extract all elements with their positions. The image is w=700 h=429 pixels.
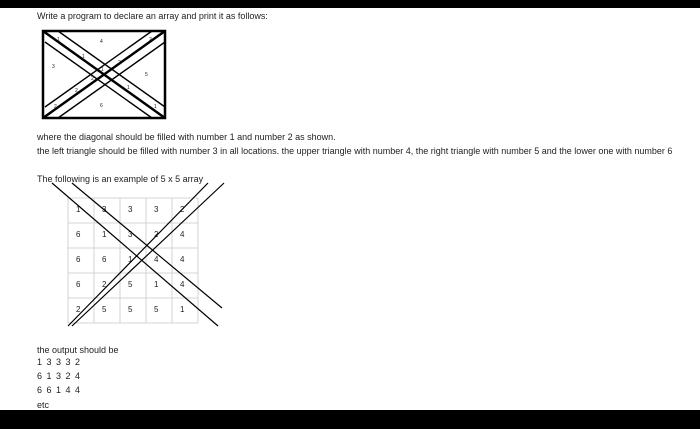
diagonal-one-label: 1 bbox=[57, 37, 60, 43]
grid-cell-value: 5 bbox=[154, 305, 159, 314]
grid-cell-value: 1 bbox=[102, 230, 107, 239]
diagonal-two-label: 2 bbox=[91, 76, 94, 82]
lower-region-label: 6 bbox=[100, 103, 103, 109]
output-line: 1 3 3 3 2 bbox=[37, 357, 82, 367]
grid-cell-value: 3 bbox=[128, 205, 133, 214]
grid-cell-value: 2 bbox=[180, 205, 185, 214]
diagonal-one-label: 1 bbox=[154, 104, 157, 110]
left-region-label: 3 bbox=[52, 64, 55, 70]
cross-line bbox=[68, 183, 208, 326]
example-note: The following is an example of 5 x 5 array bbox=[37, 174, 204, 184]
grid-cell-value: 1 bbox=[180, 305, 185, 314]
grid-cell-value: 2 bbox=[102, 280, 107, 289]
grid-cell-value: 4 bbox=[180, 230, 185, 239]
top-black-bar bbox=[0, 0, 700, 8]
grid-cell-value: 6 bbox=[76, 230, 81, 239]
grid-cell-value: 5 bbox=[128, 305, 133, 314]
diagonal-one-label: 1 bbox=[82, 54, 85, 60]
bottom-black-bar bbox=[0, 410, 700, 429]
right-region-label: 5 bbox=[145, 72, 148, 78]
grid-cell-value: 1 bbox=[128, 255, 133, 264]
question-title: Write a program to declare an array and print it as follows: bbox=[37, 11, 268, 21]
output-line: 6 6 1 4 4 bbox=[37, 385, 82, 395]
diagonal-one-label: 1 bbox=[127, 85, 130, 91]
grid-cell-value: 4 bbox=[180, 255, 185, 264]
diagonal-two-label: 2 bbox=[118, 60, 121, 66]
grid-cell-value: 2 bbox=[76, 305, 81, 314]
grid-cell-value: 6 bbox=[76, 255, 81, 264]
output-line: 6 1 3 2 4 bbox=[37, 371, 82, 381]
output-etc: etc bbox=[37, 400, 50, 410]
grid-cell-value: 5 bbox=[128, 280, 133, 289]
diagonal-note: where the diagonal should be filled with number 1 and number 2 as shown. bbox=[37, 132, 336, 142]
upper-region-label: 4 bbox=[100, 39, 103, 45]
triangle-note: the left triangle should be filled with number 3 in all locations. the upper triangle with number 4, the right triangle with number 5 and the lower one with number 6 bbox=[37, 146, 673, 156]
grid-cell-value: 3 bbox=[128, 230, 133, 239]
grid-cell-value: 3 bbox=[154, 205, 159, 214]
grid-cell-value: 3 bbox=[102, 205, 107, 214]
grid-cell-value: 6 bbox=[76, 280, 81, 289]
diagonal-one-label: 1 bbox=[101, 67, 104, 73]
grid-cell-value: 1 bbox=[154, 280, 159, 289]
grid-cell-value: 4 bbox=[180, 280, 185, 289]
grid-cell-value: 4 bbox=[154, 255, 159, 264]
cross-line bbox=[72, 183, 224, 326]
example-grid bbox=[50, 183, 225, 328]
diagonal-two-label: 2 bbox=[75, 88, 78, 94]
diagonal-two-label: 2 bbox=[149, 37, 152, 43]
grid-cell-value: 1 bbox=[76, 205, 81, 214]
grid-cell-value: 6 bbox=[102, 255, 107, 264]
grid-cell-value: 5 bbox=[102, 305, 107, 314]
output-label: the output should be bbox=[37, 345, 119, 355]
diagonal-two-label: 2 bbox=[54, 104, 57, 110]
grid-cell-value: 2 bbox=[154, 230, 159, 239]
triangle-diagram bbox=[40, 28, 170, 123]
